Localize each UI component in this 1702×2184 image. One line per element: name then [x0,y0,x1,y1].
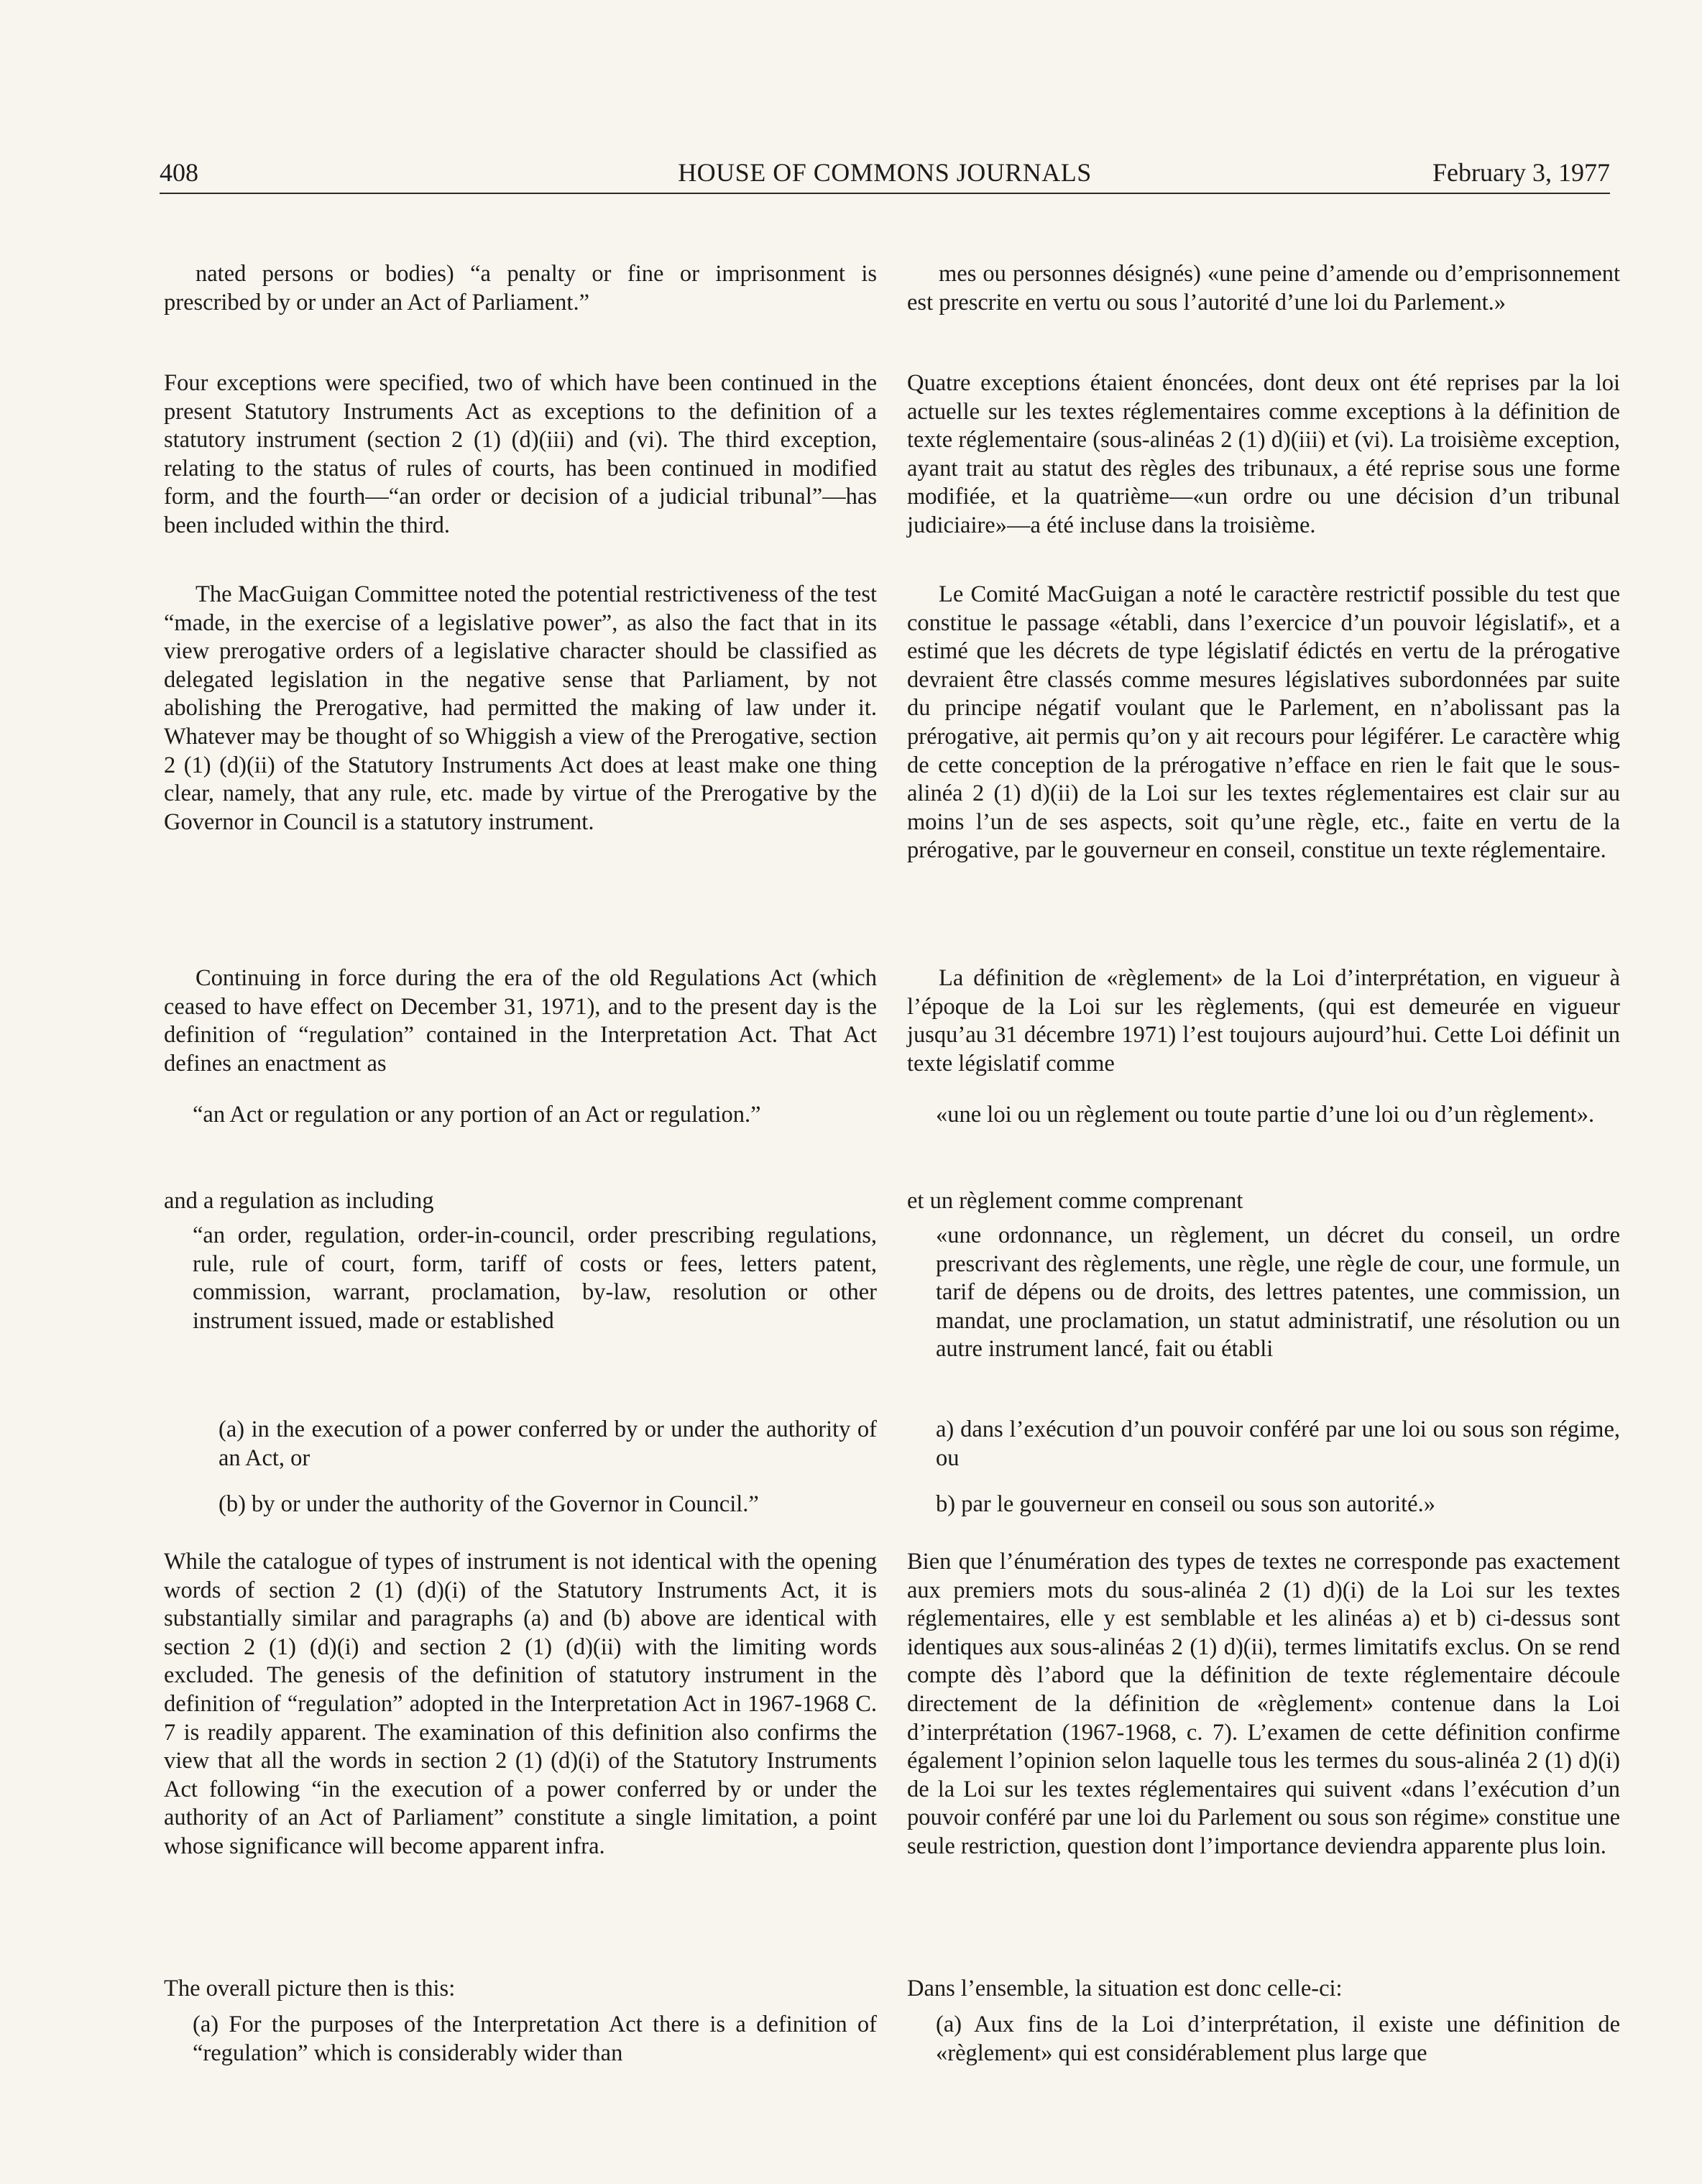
en-paragraph-continuation: nated persons or bodies) “a penalty or fine or imprisonment is prescribed by or under an Act of Parliament.” [164,261,877,315]
page-header [160,152,1610,194]
fr-paragraph-exceptions: Quatre exceptions étaient énoncées, dont deux ont été reprises par la loi actuelle sur les textes réglementaires comme exceptions à la définition de texte réglementaire (sous-alinéas 2 (1) d)(iii) et (vi). La troisième exception, ayant trait au statut des règles des tribunaux, a été reprise sous une forme modifiée, et la quatrième—«un ordre ou une décision d’un tribunal judiciaire»—a été incluse dans la troisième. [907,370,1620,538]
en-paragraph-catalogue: While the catalogue of types of instrument is not identical with the opening words of section 2 (1) (d)(i) of the Statutory Instruments Act, it is substantially similar and paragraphs (a) and (b) above are identical with section 2 (1) (d)(i) and section 2 (1) (d)(ii) with the limiting words excluded. The genesis of the definition of statutory instrument in the definition of “regulation” adopted in the Interpretation Act in 1967-1968 C. 7 is readily apparent. The examination of this definition also confirms the view that all the words in section 2 (1) (d)(i) of the Statutory Instruments Act following “in the execution of a power conferred by or under the authority of an Act of Parliament” constitute a single limitation, a point whose significance will become apparent infra. [164,1549,877,1859]
fr-line-regulation: et un règlement comme comprenant [907,1188,1243,1214]
en-line-overall: The overall picture then is this: [164,1976,456,2001]
page-number: 408 [160,158,198,187]
fr-clause-a: a) dans l’exécution d’un pouvoir conféré par une loi ou sous son régime, ou [936,1416,1620,1471]
fr-paragraph-macguigan: Le Comité MacGuigan a noté le caractère restrictif possible du test que constitue le passage «établi, dans l’exercice d’un pouvoir législatif», et a estimé que les décrets de type législatif édictés en vertu de la prérogative devraient être classés comme mesures législatives subordonnées par suite du principe négatif voulant que le Parlement, en n’abolissant pas la prérogative, ait permis qu’on y ait recours pour légiférer. Le caractère whig de cette conception de la prérogative n’efface en rien le fait que le sous-alinéa 2 (1) d)(ii) de la Loi sur les textes réglementaires est clair sur au moins l’un de ses aspects, soit qu’une règle, etc., faite en vertu de la prérogative, par le gouverneur en conseil, constitue un texte réglementaire. [907,581,1620,864]
fr-clause-b: b) par le gouverneur en conseil ou sous son autorité.» [936,1491,1435,1517]
en-item-a: (a) For the purposes of the Interpretation Act there is a definition of “regulation” which is considerably wider than [193,2012,877,2066]
en-clause-b: (b) by or under the authority of the Governor in Council.” [218,1491,759,1517]
en-paragraph-exceptions: Four exceptions were specified, two of which have been continued in the present Statutory Instruments Act as exceptions to the definition of a statutory instrument (section 2 (1) (d)(iii) and (vi). The third exception, relating to the status of rules of courts, has been continued in modified form, and the fourth—“an order or decision of a judicial tribunal”—has been included within the third. [164,370,877,538]
fr-paragraph-interpretation-act: La définition de «règlement» de la Loi d’interprétation, en vigueur à l’époque de la Loi sur les règlements, (qui est demeurée en vigueur jusqu’au 31 décembre 1971) l’est toujours aujourd’hui. Cette Loi définit un texte législatif comme [907,965,1620,1077]
fr-item-a: (a) Aux fins de la Loi d’interprétation, il existe une définition de «règlement» qui est considérablement plus large que [936,2012,1620,2066]
en-quote-regulation: “an order, regulation, order-in-council, order prescribing regulations, rule, rule of court, form, tariff of costs or fees, letters patent, commission, warrant, proclamation, by-law, resolution or other instrument issued, made or established [193,1222,877,1334]
en-line-regulation: and a regulation as including [164,1188,434,1214]
en-paragraph-interpretation-act: Continuing in force during the era of the old Regulations Act (which ceased to have effect on December 31, 1971), and to the present day is the definition of “regulation” contained in the Interpretation Act. That Act defines an enactment as [164,965,877,1077]
en-quote-enactment: “an Act or regulation or any portion of an Act or regulation.” [193,1102,761,1128]
page-date: February 3, 1977 [1432,158,1610,187]
en-clause-a: (a) in the execution of a power conferred by or under the authority of an Act, or [218,1416,877,1471]
fr-paragraph-continuation: mes ou personnes désignés) «une peine d’amende ou d’emprisonnement est prescrite en vertu ou sous l’autorité d’une loi du Parlement.» [907,261,1620,315]
fr-line-overall: Dans l’ensemble, la situation est donc celle-ci: [907,1976,1343,2001]
en-paragraph-macguigan: The MacGuigan Committee noted the potential restrictiveness of the test “made, in the exercise of a legislative power”, as also the fact that in its view prerogative orders of a legislative character should be classified as delegated legislation in the negative sense that Parliament, by not abolishing the Prerogative, had permitted the making of law under it. Whatever may be thought of so Whiggish a view of the Prerogative, section 2 (1) (d)(ii) of the Statutory Instruments Act does at least make one thing clear, namely, that any rule, etc. made by virtue of the Prerogative by the Governor in Council is a statutory instrument. [164,581,877,835]
fr-quote-regulation: «une ordonnance, un règlement, un décret du conseil, un ordre prescrivant des règlements, une règle, une règle de cour, une formule, un tarif de dépens ou de droits, des lettres patentes, une commission, un mandat, une proclamation, un statut administratif, une résolution ou un autre instrument lancé, fait ou établi [936,1222,1620,1363]
fr-paragraph-enumeration: Bien que l’énumération des types de textes ne corresponde pas exactement aux premiers mots du sous-alinéa 2 (1) d)(i) de la Loi sur les textes réglementaires, elle y est semblable et les alinéas a) et b) ci-dessus sont identiques aux sous-alinéas 2 (1) d)(ii), termes limitatifs exclus. On se rend compte dès l’abord que la définition de texte réglementaire découle directement de la définition de «règlement» contenue dans la Loi d’interprétation (1967-1968, c. 7). L’examen de cette définition confirme également l’opinion selon laquelle tous les termes du sous-alinéa 2 (1) d)(i) de la Loi sur les textes réglementaires qui suivent «dans l’exécution d’un pouvoir conféré par une loi du Parlement ou sous son régime» constitue une seule restriction, question dont l’importance deviendra apparente plus loin. [907,1549,1620,1859]
journal-title: HOUSE OF COMMONS JOURNALS [678,158,1092,187]
fr-quote-enactment: «une loi ou un règlement ou toute partie d’une loi ou d’un règlement». [936,1102,1595,1128]
